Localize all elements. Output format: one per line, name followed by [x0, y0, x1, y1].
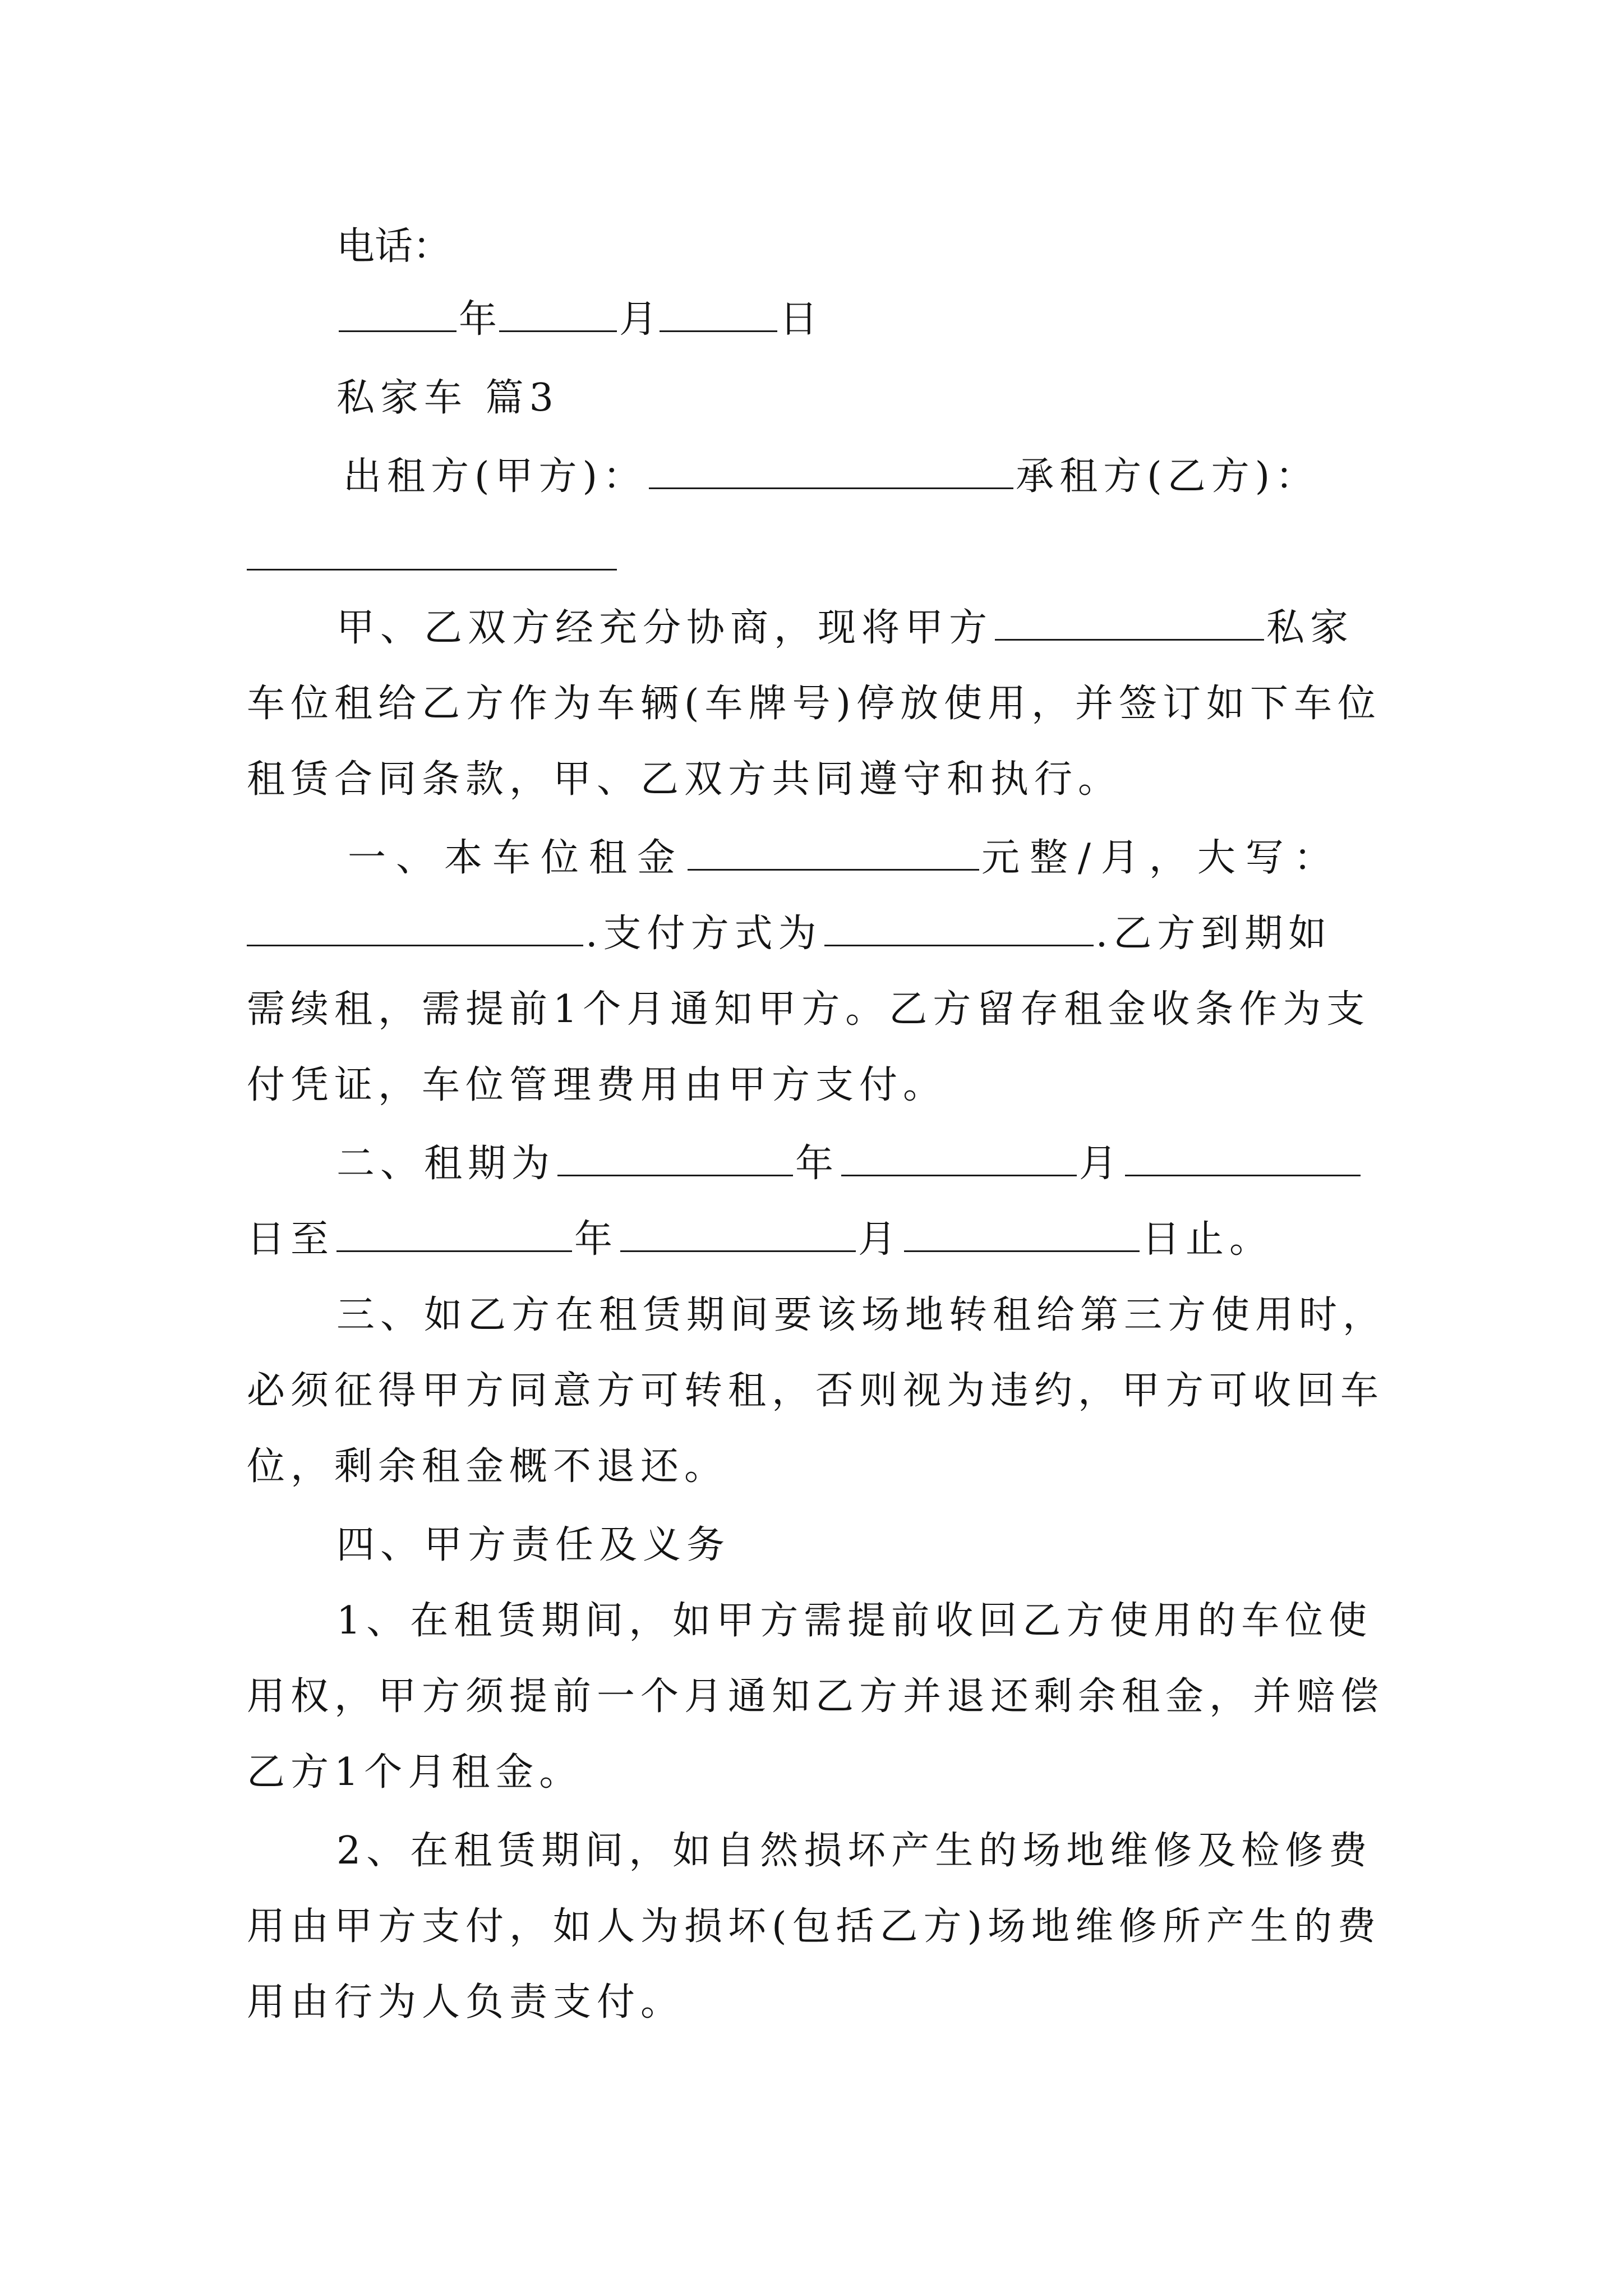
rent-capital-blank [247, 911, 583, 946]
clause2-line-2: 日至 年 月 日止。 [247, 1217, 1274, 1262]
end-day-blank [904, 1217, 1140, 1252]
intro-blank [995, 605, 1264, 641]
clause4-item2-line-2: 用由甲方支付，如人为损坏(包括乙方)场地维修所产生的费 [247, 1904, 1382, 1949]
day-blank [660, 297, 777, 332]
clause4-item2-line-3: 用由行为人负责支付。 [247, 1980, 685, 2024]
clause1-line-1: 一、本车位租金 元整/月，大写： [348, 836, 1342, 880]
clause1-line-3: 需续租，需提前1个月通知甲方。乙方留存租金收条作为支 [247, 987, 1371, 1032]
payment-method-blank [824, 911, 1094, 946]
start-month-blank [841, 1141, 1077, 1176]
intro-line-3: 租赁合同条款，甲、乙双方共同遵守和执行。 [247, 757, 1122, 802]
clause4-item2-line-1: 2、在租赁期间，如自然损坏产生的场地维修及检修费 [336, 1829, 1373, 1873]
lessor-blank [649, 454, 1013, 489]
end-month-blank [620, 1217, 856, 1252]
start-year-blank [557, 1141, 793, 1176]
phone-label: 电话： [336, 224, 451, 269]
clause3-line-1: 三、如乙方在租赁期间要该场地转租给第三方使用时， [336, 1293, 1387, 1337]
parties-line: 出租方(甲方)： 承租方(乙方)： [343, 454, 1320, 499]
clause4-item1-line-3: 乙方1个月租金。 [247, 1750, 583, 1795]
clause1-line-4: 付凭证，车位管理费用由甲方支付。 [247, 1063, 947, 1107]
month-blank [499, 297, 617, 332]
lessee-blank [247, 567, 617, 570]
date-line: 年 月 日 [336, 295, 818, 345]
intro-line-2: 车位租给乙方作为车辆(车牌号)停放使用，并签订如下车位 [247, 682, 1382, 726]
year-blank [339, 297, 457, 332]
clause4-item1-line-1: 1、在租赁期间，如甲方需提前收回乙方使用的车位使 [336, 1599, 1373, 1643]
clause4-item1-line-2: 用权，甲方须提前一个月通知乙方并退还剩余租金，并赔偿 [247, 1674, 1385, 1719]
section-heading: 私家车 篇3 [336, 376, 559, 420]
start-day-blank [1125, 1141, 1361, 1176]
clause4-heading: 四、甲方责任及义务 [336, 1523, 731, 1567]
clause2-line-1: 二、租期为 年 月 [336, 1139, 1363, 1189]
intro-line-1: 甲、乙双方经充分协商，现将甲方 私家 [336, 606, 1354, 650]
rent-amount-blank [688, 835, 979, 871]
clause1-line-2: .支付方式为 .乙方到期如 [247, 909, 1332, 959]
clause3-line-2: 必须征得甲方同意方可转租，否则视为违约，甲方可收回车 [247, 1369, 1385, 1413]
clause3-line-3: 位，剩余租金概不退还。 [247, 1444, 728, 1489]
end-year-blank [336, 1217, 572, 1252]
